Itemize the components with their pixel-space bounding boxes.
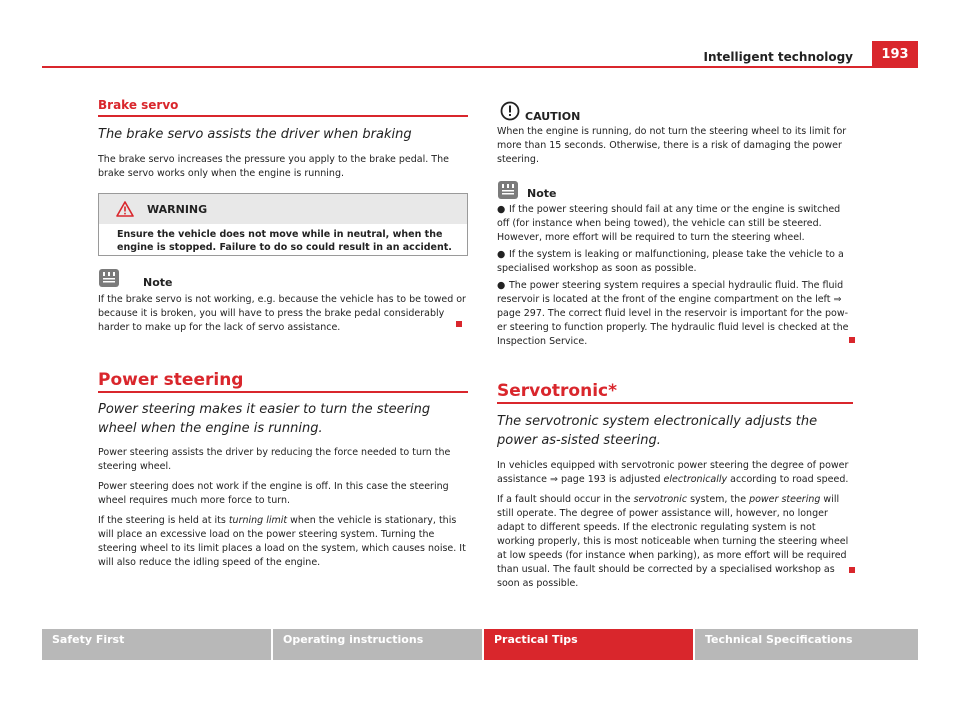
text: according to road speed.	[727, 474, 849, 485]
list-item: ● The power steering system requires a special hydraulic fluid. The fluid reservoir is located at the front of the engine compartment on the left ⇒ page 297. The correct fluid level in the reservoir is important for the pow-er steering to function properly. The hydraulic fluid level is checked at the Inspection Service.	[497, 280, 849, 347]
section-rule	[98, 391, 468, 393]
section-rule	[98, 115, 468, 117]
warning-header	[99, 194, 467, 224]
lead-servotronic: The servotronic system electronically adjusts the power as-sisted steering.	[497, 414, 818, 448]
footer-tab-label: Technical Specifications	[705, 633, 853, 646]
footer-tab-label: Practical Tips	[494, 633, 578, 646]
paragraph	[98, 514, 468, 570]
section-heading-servotronic: Servotronic*	[497, 381, 618, 401]
warning-text: Ensure the vehicle does not move while in neutral, when the engine is stopped. Failure to do so could result in an accident.	[117, 229, 452, 253]
footer-tab-label: Operating instructions	[283, 633, 424, 646]
paragraph: Power steering does not work if the engine is off. In this case the steering wheel requires much more force to turn.	[98, 481, 449, 506]
text: system, the	[687, 494, 750, 505]
end-of-section-icon	[456, 321, 462, 327]
caution-text: When the engine is running, do not turn the steering wheel to its limit for more than 15 seconds. Otherwise, there is a risk of damaging the power steering.	[497, 126, 847, 165]
servotronic-section	[497, 381, 853, 591]
emphasis: turning limit	[228, 515, 288, 526]
note-icon	[98, 268, 120, 288]
running-header-title: Intelligent technology	[703, 50, 853, 64]
caution-label: CAUTION	[525, 110, 581, 123]
paragraph	[497, 493, 853, 591]
caution-block	[497, 101, 853, 167]
text: If the system is leaking or malfunctioning, please take the vehicle to a specialised workshop as soon as possible.	[497, 249, 844, 274]
text: The power steering system requires a special hydraulic fluid. The fluid reservoir is located at the front of the engine compartment on the left ⇒ page 297. The correct fluid level in the reservoir is important for the pow-er steering to function properly. The hydraulic fluid level is checked at the Inspection Service.	[497, 280, 849, 347]
footer-tab-safety-first[interactable]	[42, 629, 271, 660]
end-of-section-icon	[849, 337, 855, 343]
text: If the steering is held at its	[98, 515, 229, 526]
note-header	[98, 268, 468, 290]
page-number: 193	[872, 41, 918, 67]
section-heading-brake-servo: Brake servo	[98, 98, 179, 112]
note-header	[497, 180, 853, 202]
power-steering-section	[98, 370, 468, 570]
end-of-section-icon	[849, 567, 855, 573]
text: when the vehicle is stationary, this will place an excessive load on the power steering system. Turning the steering wheel to its limit places a load on the system, which causes noise. It will also reduce the idling speed of the engine.	[98, 515, 466, 568]
section-rule	[497, 402, 853, 404]
warning-triangle-icon	[116, 201, 134, 217]
text: If a fault should occur in the	[497, 494, 634, 505]
text: will still operate. The degree of power assistance will, however, no longer adapt to different speeds. If the electronic regulating system is not working properly, this is most noticeable when turning the steering wheel at low speeds (for instance when parking), as more effort will be required than usual. The fault should be corrected by a specialised workshop as soon as possible.	[497, 494, 849, 589]
header-rule	[42, 66, 918, 68]
list-item: ● If the system is leaking or malfunctioning, please take the vehicle to a specialised workshop as soon as possible.	[497, 249, 844, 274]
footer-tab-technical-specifications[interactable]	[695, 629, 918, 660]
emphasis: power steering	[749, 494, 821, 505]
note-label: Note	[143, 276, 173, 289]
warning-box	[98, 193, 468, 256]
note-brake-servo	[98, 268, 468, 335]
note-label: Note	[527, 187, 557, 200]
paragraph: Power steering assists the driver by reducing the force needed to turn the steering wheel.	[98, 447, 451, 472]
lead-brake-servo: The brake servo assists the driver when braking	[98, 127, 412, 142]
note-icon	[497, 180, 519, 200]
caution-icon	[500, 101, 520, 121]
lead-power-steering: Power steering makes it easier to turn the steering wheel when the engine is running.	[98, 402, 431, 436]
text: In vehicles equipped with servotronic power steering the degree of power assistance ⇒ page 193 is adjusted	[497, 460, 849, 485]
note-power-steering	[497, 180, 853, 349]
section-heading-power-steering: Power steering	[98, 370, 244, 390]
brake-servo-section	[98, 98, 468, 181]
paragraph	[497, 459, 853, 487]
note-text: If the brake servo is not working, e.g. because the vehicle has to be towed or because it is broken, you will have to press the brake pedal considerably harder to make up for the lack of servo assistance.	[98, 294, 466, 333]
footer-tab-practical-tips[interactable]	[484, 629, 693, 660]
warning-label: WARNING	[147, 203, 208, 216]
footer-tab-operating-instructions[interactable]	[273, 629, 482, 660]
caution-header	[497, 101, 853, 125]
emphasis: electronically	[663, 474, 728, 485]
footer-tab-label: Safety First	[52, 633, 125, 646]
list-item: ● If the power steering should fail at any time or the engine is switched off (for instance when being towed), the vehicle can still be steered. However, more effort will be required to turn the steering wheel.	[497, 204, 841, 243]
paragraph: The brake servo increases the pressure you apply to the brake pedal. The brake servo works only when the engine is running.	[98, 154, 449, 179]
emphasis: servotronic	[633, 494, 688, 505]
text: If the power steering should fail at any time or the engine is switched off (for instance when being towed), the vehicle can still be steered. However, more effort will be required to turn the steering wheel.	[497, 204, 841, 243]
